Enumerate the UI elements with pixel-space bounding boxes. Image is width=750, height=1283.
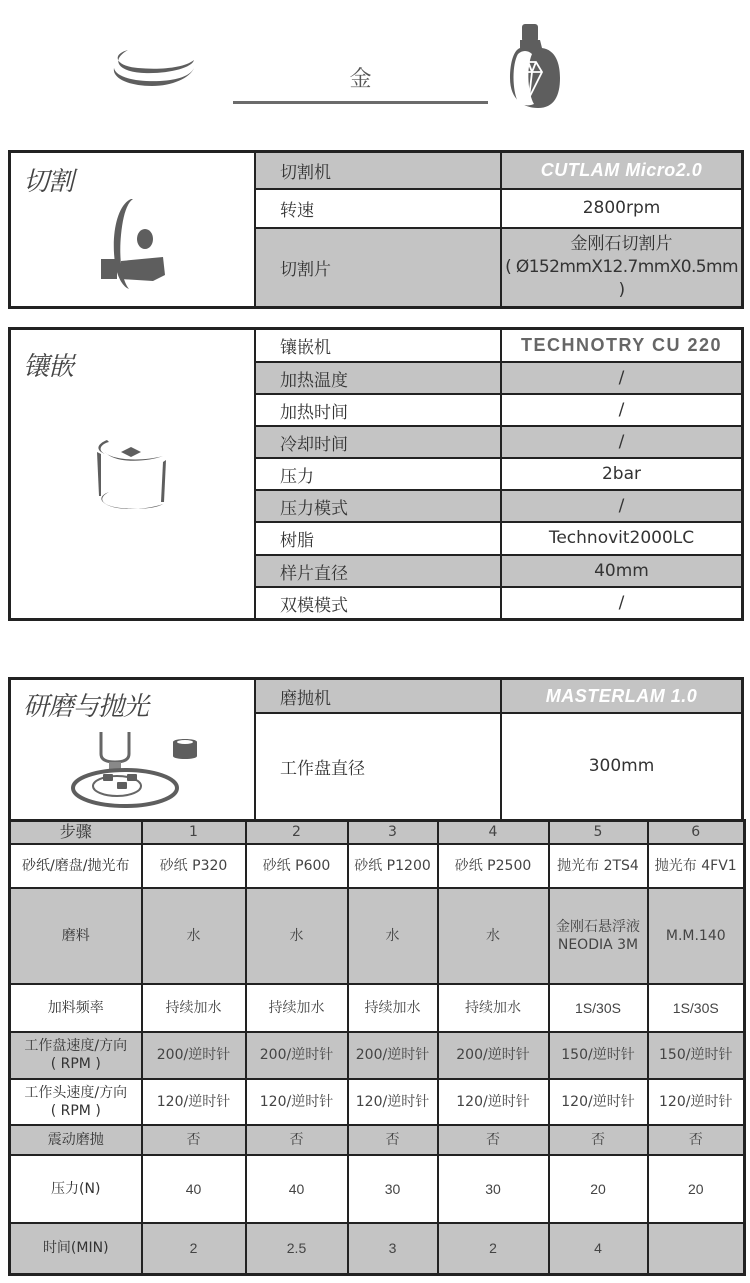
param-label: 样片直径 [256,556,502,586]
table-cell: 40 [246,1155,348,1223]
param-row [256,330,741,363]
param-label: 双模模式 [256,588,502,618]
polishing-panel [8,677,744,822]
table-cell: 砂纸 P600 [246,844,348,888]
param-label: 磨抛机 [256,680,502,712]
section-title-polishing: 研磨与抛光 [23,692,149,722]
cutting-panel [8,150,744,309]
table-cell: 抛光布 4FV1 [648,844,745,888]
param-label: 加热温度 [256,363,502,393]
polishing-params [256,680,741,819]
column-header: 3 [348,821,438,844]
row-header-line1: 工作盘速度/方向 [24,1038,128,1055]
param-row [256,459,741,491]
param-value [502,330,741,361]
table-row [10,984,745,1032]
column-header: 4 [438,821,549,844]
param-value: 2800rpm [582,198,661,219]
table-cell: 否 [648,1125,745,1155]
param-label: 镶嵌机 [256,330,502,361]
row-header-line2: ( RPM ) [50,1056,101,1073]
table-cell: 120/逆时针 [142,1079,246,1125]
table-cell: 持续加水 [438,984,549,1032]
cutting-params [256,153,741,306]
param-value: / [618,367,625,388]
table-cell: 抛光布 2TS4 [549,844,648,888]
row-header [10,1032,142,1079]
table-cell: 水 [246,888,348,984]
mounting-panel [8,327,744,621]
param-value [502,680,741,712]
abrasive-name: 金刚石悬浮液 [556,918,640,935]
row-header: 时间(MIN) [10,1223,142,1275]
table-cell: 200/逆时针 [348,1032,438,1079]
param-row [256,153,741,190]
table-cell: 30 [438,1155,549,1223]
param-row [256,714,741,819]
param-value: 2bar [601,463,641,484]
column-header: 6 [648,821,745,844]
param-value: / [618,495,625,516]
table-cell: 120/逆时针 [348,1079,438,1125]
param-row [256,363,741,395]
table-cell: 40 [142,1155,246,1223]
table-row [10,1223,745,1275]
table-cell: 2.5 [246,1223,348,1275]
table-cell: 否 [549,1125,648,1155]
table-cell: 150/逆时针 [549,1032,648,1079]
mounted-sample-disc-icon [108,44,200,88]
column-header: 1 [142,821,246,844]
param-label: 冷却时间 [256,427,502,457]
table-row [10,1032,745,1079]
title-underline [233,101,488,104]
column-header: 2 [246,821,348,844]
table-cell: 30 [348,1155,438,1223]
polishing-overview [11,680,256,819]
table-cell: 120/逆时针 [438,1079,549,1125]
param-row [256,229,741,306]
param-row [256,523,741,556]
table-cell: 3 [348,1223,438,1275]
table-cell: 1S/30S [549,984,648,1032]
param-value: / [618,399,625,420]
param-value: / [618,592,625,613]
table-cell: 砂纸 P320 [142,844,246,888]
polisher-model: MASTERLAM 1.0 [545,685,698,706]
mounting-cylinder-icon [91,436,171,514]
table-cell: 20 [549,1155,648,1223]
table-cell: 2 [438,1223,549,1275]
table-cell: 水 [438,888,549,984]
param-row [256,427,741,459]
param-value: 40mm [594,560,649,581]
table-cell: 否 [142,1125,246,1155]
table-cell: 否 [438,1125,549,1155]
table-row [10,1125,745,1155]
page-title: 金 [349,67,372,92]
param-value [502,153,741,188]
table-cell: 2 [142,1223,246,1275]
table-row [10,844,745,888]
table-cell: 持续加水 [142,984,246,1032]
section-title-cutting: 切割 [23,167,74,197]
param-label: 切割机 [256,153,502,188]
row-header: 砂纸/磨盘/抛光布 [10,844,142,888]
row-header-line2: ( RPM ) [50,1102,101,1119]
param-label: 切割片 [256,229,502,306]
table-header-row [10,821,745,844]
table-cell [549,888,648,984]
table-row [10,1079,745,1125]
table-cell: 120/逆时针 [549,1079,648,1125]
section-title-mounting: 镶嵌 [23,352,74,382]
table-row [10,1155,745,1223]
row-header [10,1079,142,1125]
param-row [256,680,741,714]
table-cell: 120/逆时针 [246,1079,348,1125]
table-cell: 持续加水 [246,984,348,1032]
column-header: 5 [549,821,648,844]
param-label: 加热时间 [256,395,502,425]
row-header: 磨料 [10,888,142,984]
table-row [10,888,745,984]
param-row [256,556,741,588]
blade-dimensions: ( Ø152mmX12.7mmX0.5mm ) [505,257,738,300]
param-row [256,190,741,229]
param-label: 转速 [256,190,502,227]
table-cell: 20 [648,1155,745,1223]
table-cell: 200/逆时针 [142,1032,246,1079]
blade-name: 金刚石切割片 [570,234,673,255]
table-cell: 150/逆时针 [648,1032,745,1079]
param-value: / [618,431,625,452]
row-header: 加料频率 [10,984,142,1032]
column-header: 步骤 [10,821,142,844]
mounting-overview [11,330,256,618]
table-cell: 否 [246,1125,348,1155]
table-cell: 砂纸 P1200 [348,844,438,888]
mounting-params [256,330,741,618]
table-cell: 1S/30S [648,984,745,1032]
cutting-overview [11,153,256,306]
param-row [256,588,741,618]
param-value: 300mm [588,756,655,777]
table-cell: 200/逆时针 [246,1032,348,1079]
row-header-line1: 工作头速度/方向 [24,1084,128,1101]
table-cell [648,1223,745,1275]
polishing-steps-table [8,819,746,1276]
table-cell: 持续加水 [348,984,438,1032]
param-label: 压力 [256,459,502,489]
row-header: 震动磨抛 [10,1125,142,1155]
param-value: Technovit2000LC [548,528,695,549]
table-cell: 水 [348,888,438,984]
table-cell: 200/逆时针 [438,1032,549,1079]
param-row [256,395,741,427]
param-label: 压力模式 [256,491,502,521]
param-row [256,491,741,523]
table-cell: 4 [549,1223,648,1275]
cutting-wheel-icon [99,195,179,295]
param-label: 树脂 [256,523,502,554]
cutter-model: CUTLAM Micro2.0 [540,160,703,181]
grinding-polishing-machine-icon [69,730,209,810]
row-header: 压力(N) [10,1155,142,1223]
param-label: 工作盘直径 [256,714,502,819]
table-cell: 水 [142,888,246,984]
table-cell: 砂纸 P2500 [438,844,549,888]
table-cell: M.M.140 [648,888,745,984]
diamond-suspension-bottle-icon [504,24,562,110]
mounting-press-model: TECHNOTRY CU 220 [520,335,723,356]
table-cell: 120/逆时针 [648,1079,745,1125]
abrasive-product: NEODIA 3M [557,936,639,953]
param-value [502,229,741,306]
table-cell: 否 [348,1125,438,1155]
